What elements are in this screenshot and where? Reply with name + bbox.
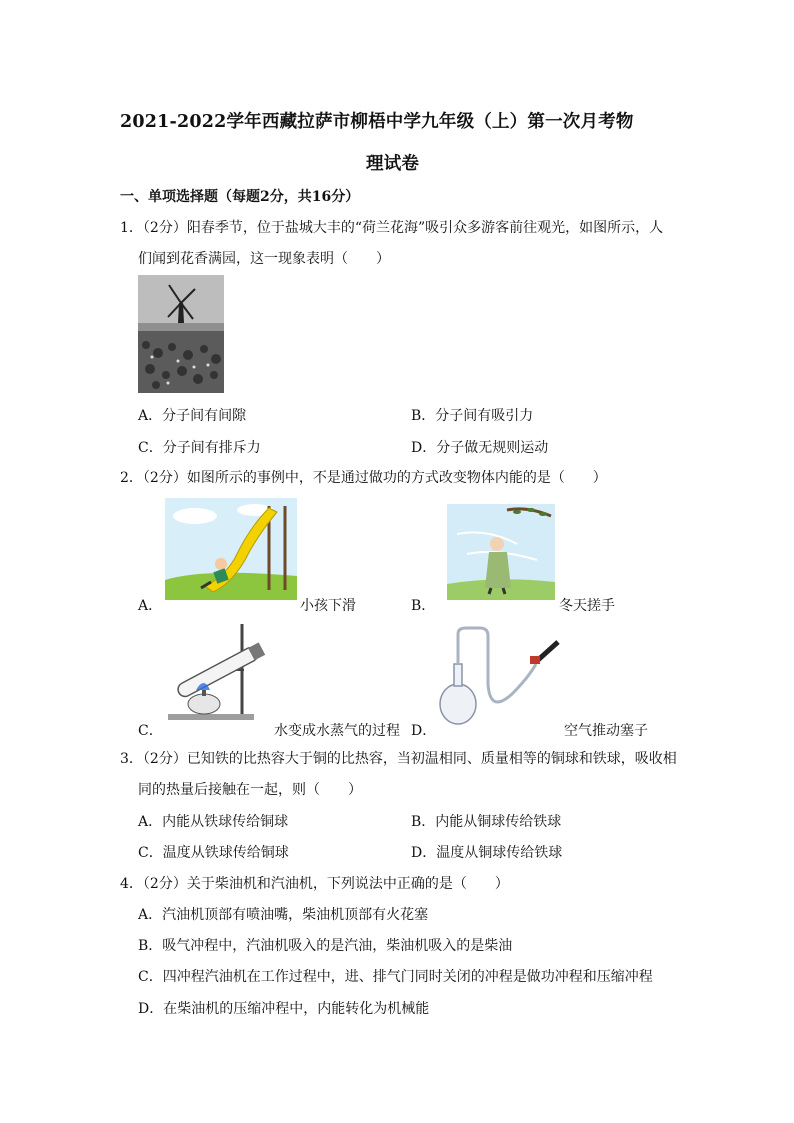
section-heading: 一、单项选择题（每题2分，共16分） <box>120 189 360 205</box>
question-1-line1: 1．（2分）阳春季节，位于盐城大丰的“荷兰花海”吸引众多游客前往观光，如图所示，人 <box>120 220 664 236</box>
air-pushing-stopper-illustration <box>436 624 562 728</box>
question-2-option-b-label: B． <box>411 598 436 614</box>
question-2-option-b-caption: 冬天搓手 <box>559 598 615 614</box>
question-2-option-c-label: C． <box>138 723 163 739</box>
question-1-option-d: D．分子做无规则运动 <box>411 440 549 456</box>
question-4-option-b: B．吸气冲程中，汽油机吸入的是汽油，柴油机吸入的是柴油 <box>138 938 513 954</box>
question-4-line1: 4．（2分）关于柴油机和汽油机，下列说法中正确的是（ ） <box>120 876 509 892</box>
question-2-option-a-caption: 小孩下滑 <box>300 598 356 614</box>
question-2-option-d-label: D． <box>411 723 437 739</box>
question-3-option-c: C．温度从铁球传给铜球 <box>138 845 289 861</box>
question-3-option-b: B．内能从铜球传给铁球 <box>411 814 562 830</box>
question-3-line2: 同的热量后接触在一起，则（ ） <box>138 782 362 798</box>
page-title-line1: 2021-2022学年西藏拉萨市柳梧中学九年级（上）第一次月考物 <box>120 112 634 132</box>
question-3-option-d: D．温度从铜球传给铁球 <box>411 845 563 861</box>
question-2-option-d-caption: 空气推动塞子 <box>564 723 648 739</box>
page-title-line2: 理试卷 <box>366 154 420 174</box>
question-4-option-a: A．汽油机顶部有喷油嘴，柴油机顶部有火花塞 <box>138 907 429 923</box>
question-4-option-d: D．在柴油机的压缩冲程中，内能转化为机械能 <box>138 1001 430 1017</box>
question-2-line1: 2．（2分）如图所示的事例中，不是通过做功的方式改变物体内能的是（ ） <box>120 470 607 486</box>
question-1-option-a: A．分子间有间隙 <box>138 408 247 424</box>
heating-test-tube-illustration <box>160 620 270 724</box>
question-2-option-a-label: A． <box>138 598 163 614</box>
child-sliding-illustration <box>165 498 297 600</box>
windmill-flower-field-photo <box>138 275 224 393</box>
question-1-option-c: C．分子间有排斥力 <box>138 440 261 456</box>
question-3-option-a: A．内能从铁球传给铜球 <box>138 814 289 830</box>
question-4-option-c: C．四冲程汽油机在工作过程中，进、排气门同时关闭的冲程是做功冲程和压缩冲程 <box>138 969 653 985</box>
rubbing-hands-illustration <box>447 504 555 600</box>
question-1-option-b: B．分子间有吸引力 <box>411 408 534 424</box>
question-3-line1: 3．（2分）已知铁的比热容大于铜的比热容，当初温相同、质量相等的铜球和铁球，吸收相 <box>120 751 677 767</box>
question-2-option-c-caption: 水变成水蒸气的过程 <box>274 723 400 739</box>
question-1-line2: 们闻到花香满园，这一现象表明（ ） <box>138 251 390 267</box>
